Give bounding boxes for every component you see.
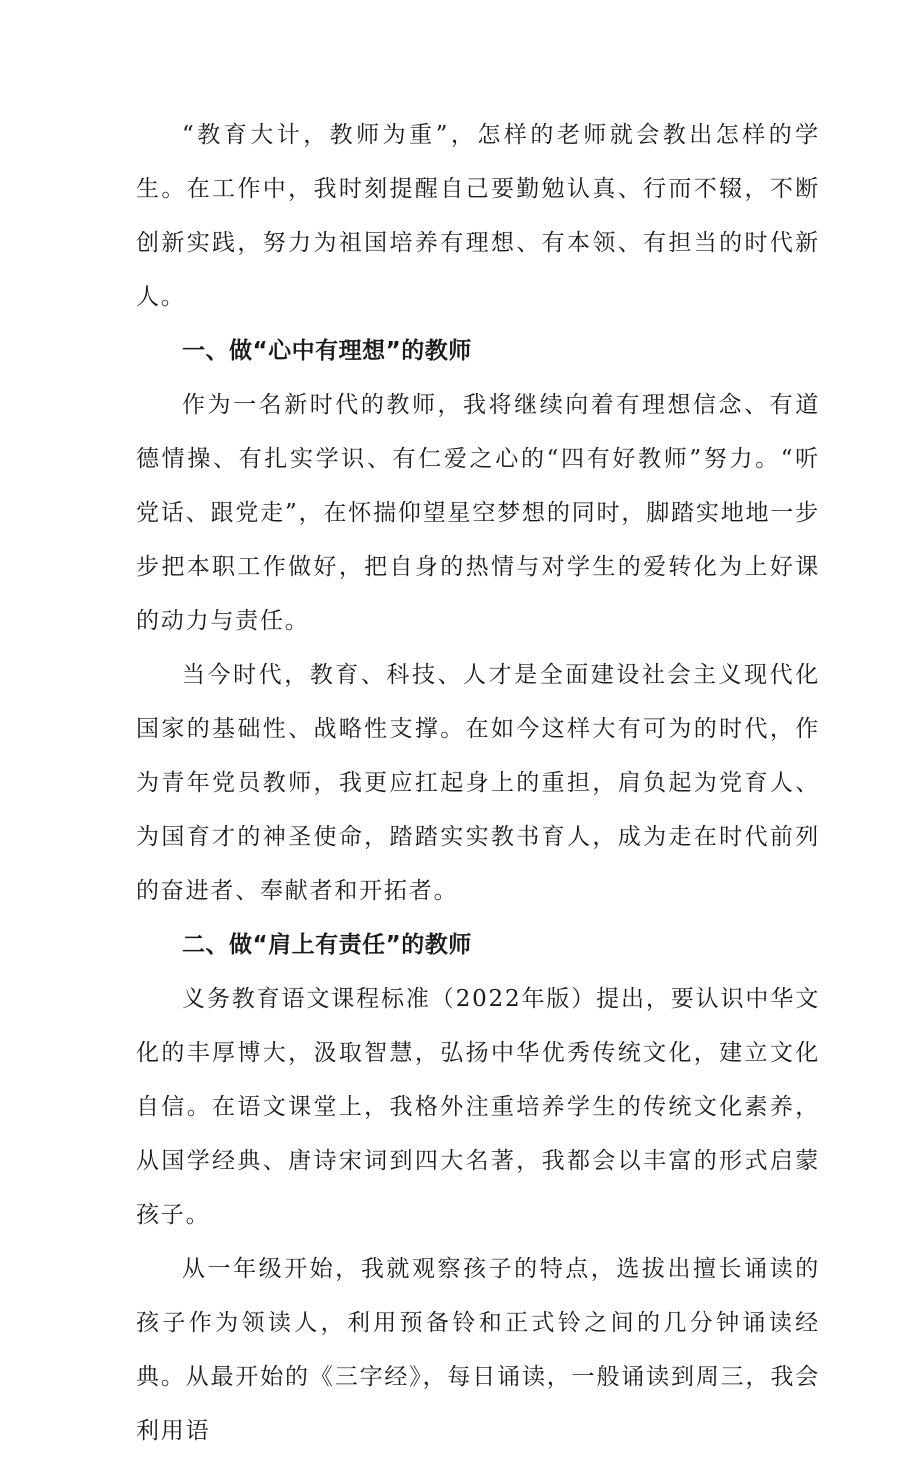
section-heading-1: 一、做“心中有理想”的教师 bbox=[182, 338, 472, 364]
intro-paragraph: “教育大计，教师为重”，怎样的老师就会教出怎样的学生。在工作中，我时刻提醒自己要勤勉认真、行而不辍，不断创新实践，努力为祖国培养有理想、有本领、有担当的时代新人。 bbox=[136, 122, 820, 310]
section-1-paragraph-2: 当今时代，教育、科技、人才是全面建设社会主义现代化国家的基础性、战略性支撑。在如今这样大有可为的时代，作为青年党员教师，我更应扛起身上的重担，肩负起为党育人、为国育才的神圣使命，踏踏实实教书育人，成为走在时代前列的奋进者、奉献者和开拓者。 bbox=[136, 662, 820, 904]
section-2-paragraph-2: 从一年级开始，我就观察孩子的特点，选拔出擅长诵读的孩子作为领读人，利用预备铃和正式铃之间的几分钟诵读经典。从最开始的《三字经》，每日诵读，一般诵读到周三，我会利用语 bbox=[136, 1256, 820, 1444]
section-1-paragraph-1: 作为一名新时代的教师，我将继续向着有理想信念、有道德情操、有扎实学识、有仁爱之心的“四有好教师”努力。“听党话、跟党走”，在怀揣仰望星空梦想的同时，脚踏实地地一步步把本职工作做好，把自身的热情与对学生的爱转化为上好课的动力与责任。 bbox=[136, 392, 820, 634]
section-2-paragraph-1: 义务教育语文课程标准（2022年版）提出，要认识中华文化的丰厚博大，汲取智慧，弘扬中华优秀传统文化，建立文化自信。在语文课堂上，我格外注重培养学生的传统文化素养，从国学经典、唐诗宋词到四大名著，我都会以丰富的形式启蒙孩子。 bbox=[136, 986, 820, 1228]
section-heading-2: 二、做“肩上有责任”的教师 bbox=[182, 932, 472, 958]
